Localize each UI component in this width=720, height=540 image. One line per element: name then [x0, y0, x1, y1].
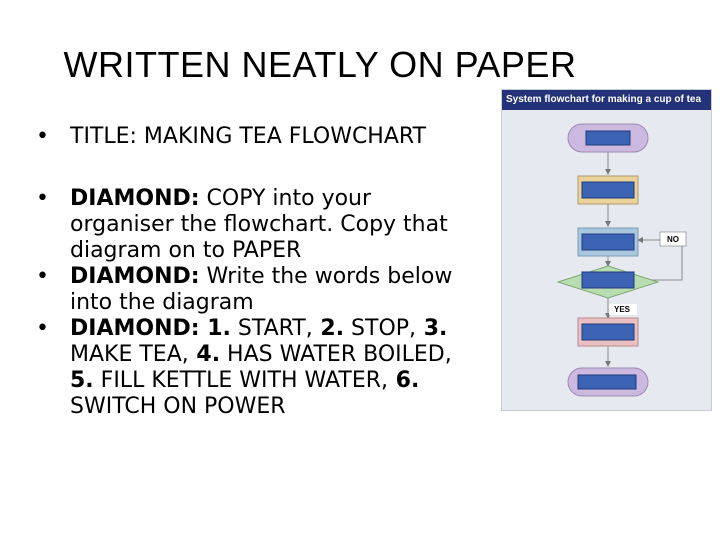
- no-label: NO: [667, 235, 679, 244]
- flowchart-figure: [501, 89, 712, 411]
- process-box-3: [582, 324, 634, 340]
- process-box-2: [582, 234, 634, 250]
- word-text: HAS WATER BOILED,: [220, 342, 452, 367]
- word-number: 2.: [312, 316, 345, 341]
- word-text: MAKE TEA,: [70, 342, 189, 367]
- word-number: 6.: [388, 368, 420, 393]
- bullet-item-title: [36, 124, 476, 150]
- word-text: SWITCH ON POWER: [70, 394, 286, 419]
- slide-title: WRITTEN NEATLY ON PAPER: [63, 44, 577, 85]
- flowchart-diagram: [502, 110, 711, 410]
- word-number: 5.: [70, 368, 94, 393]
- word-text: START,: [230, 316, 313, 341]
- bullet-item-words: [36, 316, 476, 420]
- bullet-text: TITLE: MAKING TEA FLOWCHART: [70, 124, 427, 149]
- word-text: FILL KETTLE WITH WATER,: [93, 368, 389, 393]
- bullet-list: [36, 124, 476, 420]
- word-text: STOP,: [344, 316, 417, 341]
- figure-header: System flowchart for making a cup of tea: [502, 90, 711, 110]
- bullet-item-write: [36, 264, 476, 316]
- decision-box: [582, 272, 634, 288]
- bullet-text: Write the words below into the diagram: [70, 264, 453, 315]
- word-number: 1.: [199, 316, 231, 341]
- bullet-bold-label: DIAMOND:: [70, 186, 200, 211]
- process-box-1: [582, 182, 634, 198]
- bullet-item-copy: [36, 186, 476, 264]
- terminator-stop-box: [578, 375, 636, 389]
- yes-label: YES: [613, 305, 631, 314]
- bullet-text: COPY into your organiser the flowchart. Copy that diagram on to PAPER: [70, 186, 448, 263]
- word-number: 4.: [188, 342, 221, 367]
- bullet-bold-label: DIAMOND:: [70, 316, 200, 341]
- word-number: 3.: [416, 316, 448, 341]
- bullet-bold-label: DIAMOND:: [70, 264, 200, 289]
- terminator-start-box: [586, 131, 630, 145]
